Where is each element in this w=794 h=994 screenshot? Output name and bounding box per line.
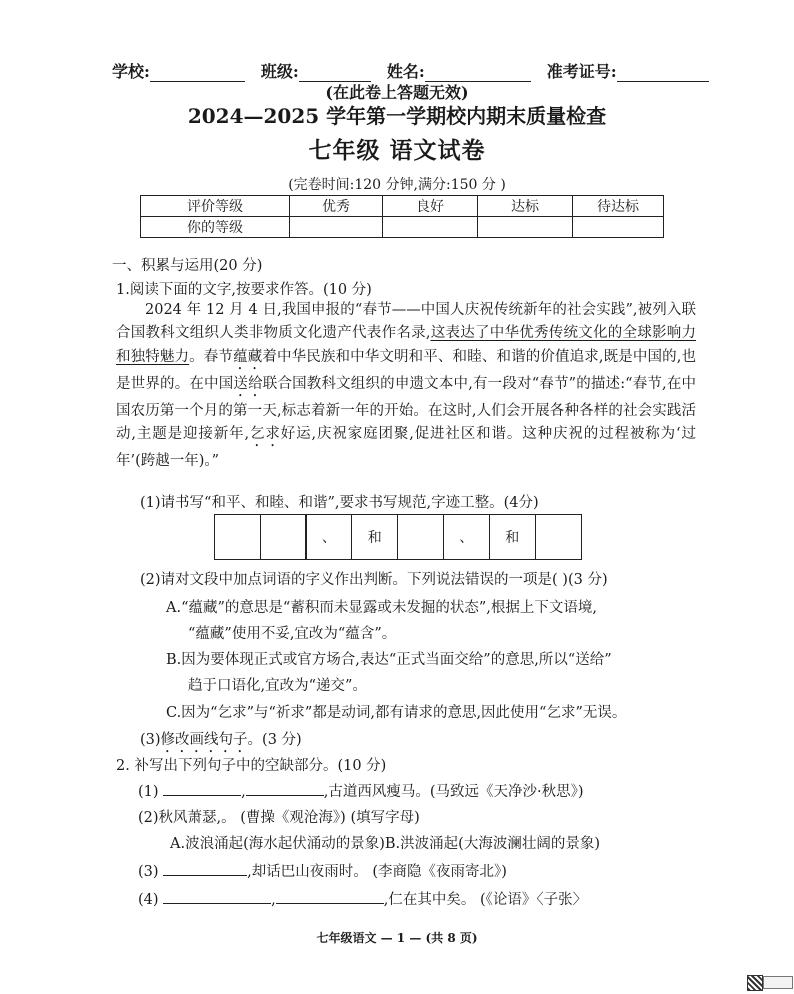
school-label: 学校: [112, 62, 150, 81]
class-label: 班级: [260, 62, 299, 81]
answer-blank[interactable] [163, 903, 271, 904]
option-c: C.因为“乞求”与“祈求”都是动词,都有请求的意思,因此使用“乞求”无误。 [166, 705, 627, 721]
my-grade-label: 你的等级 [141, 217, 290, 238]
option-b-line1: B.因为要体现正式或官方场合,表达“正式当面交给”的意思,所以“送给” [166, 652, 612, 668]
q2-1-num: (1) [138, 784, 159, 800]
writing-box[interactable] [397, 514, 444, 560]
grade-cell: 待达标 [573, 196, 664, 217]
school-field[interactable] [112, 59, 245, 82]
question-1-title: 1.阅读下面的文字,按要求作答。(10 分) [116, 282, 372, 298]
grade-cell: 优秀 [290, 196, 383, 217]
exam-info: (完卷时间:120 分钟,满分:150 分 ) [288, 177, 506, 193]
answer-blank[interactable] [163, 795, 241, 796]
q2-4-text: ,仁在其中矣。 (《论语》〈子张〉 [383, 892, 588, 908]
grade-table [140, 195, 664, 238]
q2-4-num: (4) [138, 892, 159, 908]
question-2-3 [138, 860, 507, 881]
passage-text: 着中华民族和中华文明和平、和睦、和谐的价值追求,既是中国的,也是世界的。在中国 [116, 348, 697, 392]
dotted-word: 送给 [233, 375, 263, 392]
q2-3-text: ,却话巴山夜雨时。 (李商隐《夜雨寄北》) [247, 864, 507, 880]
ticket-field[interactable] [547, 59, 709, 82]
question-1-2: (2)请对文段中加点词语的字义作出判断。下列说法错误的一项是( )(3 分) [140, 572, 608, 588]
section-1-title: 一、积累与运用(20 分) [112, 258, 263, 274]
q1-3-dotted: 修改画线句子 [160, 732, 248, 748]
writing-box[interactable] [535, 514, 582, 560]
writing-box[interactable]: 、 [305, 514, 352, 560]
reading-passage [116, 299, 696, 474]
page-footer: 七年级语文 — 1 — (共 8 页) [316, 931, 478, 945]
writing-box[interactable] [214, 514, 261, 560]
question-1-3 [140, 728, 302, 756]
grade-header-row [141, 196, 664, 217]
passage-text: 好运,庆祝家庭团聚,促进社区和谐。这种庆祝的过程被称为‘过年’(跨越一年)。” [116, 426, 697, 470]
grade-cell: 良好 [383, 196, 478, 217]
ticket-label: 准考证号: [546, 62, 617, 81]
dotted-word: 乞求 [249, 426, 281, 443]
student-info-line [112, 58, 725, 82]
q1-3-suffix: 。(3 分) [247, 732, 302, 748]
writing-grid [215, 514, 582, 560]
option-a-line1: A.“蕴藏”的意思是“蓄积而未显露或未发掘的状态”,根据上下文语境, [166, 600, 597, 616]
writing-box[interactable]: 、 [443, 514, 490, 560]
name-field[interactable] [387, 59, 531, 82]
q2-2-text: (2)秋风萧瑟, [138, 810, 222, 826]
writing-box[interactable] [260, 514, 307, 560]
invalid-notice: (在此卷上答题无效) [325, 83, 469, 102]
question-2-2 [138, 806, 420, 827]
option-a-line2: “蕴藏”使用不妥,宜改为“蕴含”。 [188, 626, 397, 642]
name-label: 姓名: [386, 62, 425, 81]
qr-code-icon [747, 975, 763, 991]
q2-1-text: ,古道西风瘦马。(马致远《天净沙·秋思》) [323, 784, 584, 800]
question-2-title: 2. 补写出下列句子中的空缺部分。(10 分) [116, 758, 387, 774]
my-grade-cell[interactable] [478, 217, 573, 238]
class-field[interactable] [261, 59, 371, 82]
grade-cell: 评价等级 [141, 196, 290, 217]
grade-cell: 达标 [478, 196, 573, 217]
passage-text: 2024 年 12 月 4 日,我国申报的“春节——中国人庆祝传统新年的社会实践”,被列入联合国教科文组织人类非物质文化遗产代表作名录, [116, 302, 696, 342]
my-grade-cell[interactable] [573, 217, 664, 238]
my-grade-cell[interactable] [383, 217, 478, 238]
writing-box[interactable]: 和 [351, 514, 398, 560]
exam-subtitle: 七年级 语文试卷 [308, 137, 486, 164]
exam-title: 2024—2025 学年第一学期校内期末质量检查 [187, 104, 607, 128]
passage-text: 联合国教科文组织的申遗文本中,有一段对“春节”的描述:“春节,在中国农历第一个月的第一天,标志着新一年的开始。在这时,人们会开展各种各样的社会实践活动,主题是迎接新年, [116, 375, 697, 443]
question-1-1: (1)请书写“和平、和睦、和谐”,要求书写规范,字迹工整。(4分) [140, 495, 539, 511]
question-2-4: (4) , ,仁在其中矣。 (《论语》〈子张〉 [138, 892, 588, 908]
underlined-sentence: 这表达了中华优秀传统文化的全球影响力和独特魅力 [116, 325, 697, 365]
q2-2-suffix: 。 (曹操《观沧海》) (填写字母) [221, 810, 420, 826]
question-2-1: (1) , ,古道西风瘦马。(马致远《天净沙·秋思》) [138, 784, 584, 800]
answer-blank[interactable] [246, 795, 324, 796]
dotted-word: 蕴藏 [233, 348, 263, 365]
option-b-line2: 趋于口语化,宜改为“递交”。 [188, 678, 367, 694]
passage-text: 。春节 [189, 348, 234, 365]
q1-3-prefix: (3) [140, 732, 161, 748]
my-grade-row [141, 217, 664, 238]
writing-box[interactable]: 和 [489, 514, 536, 560]
answer-blank[interactable] [163, 875, 247, 876]
answer-blank[interactable] [276, 903, 384, 904]
question-2-2-options: A.波浪涌起(海水起伏涌动的景象)B.洪波涌起(大海波澜壮阔的景象) [170, 836, 600, 852]
my-grade-cell[interactable] [290, 217, 383, 238]
q2-3-num: (3) [138, 864, 159, 880]
watermark-logo-icon [763, 976, 793, 989]
